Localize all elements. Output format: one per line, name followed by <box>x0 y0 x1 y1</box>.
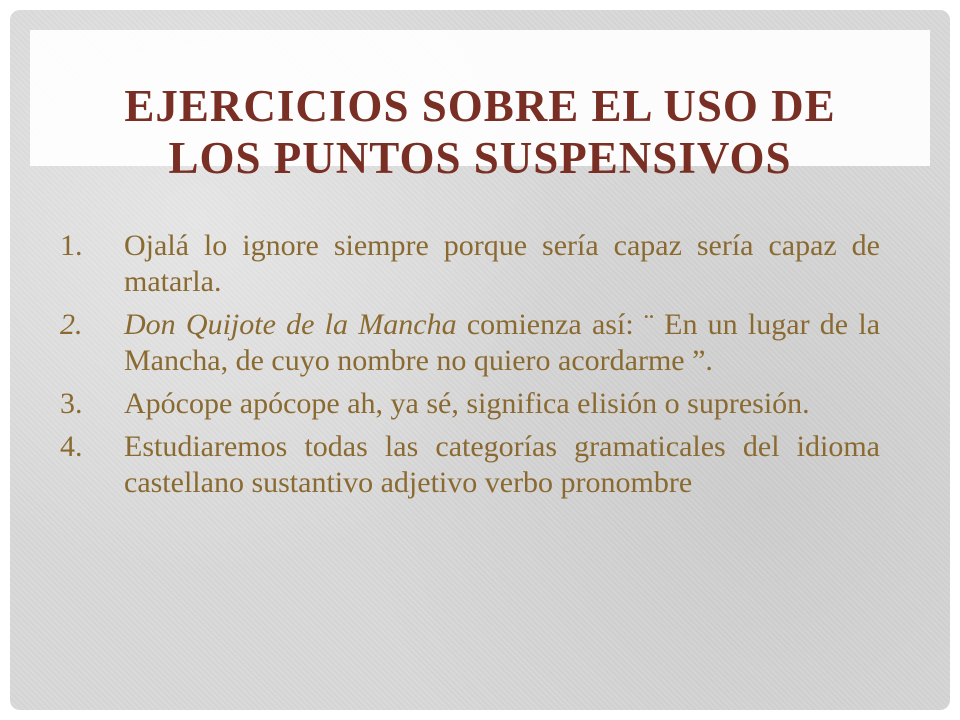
item-number: 4. <box>60 430 83 463</box>
slide-title <box>30 80 930 184</box>
list-item-2 <box>60 307 880 379</box>
list-item-4 <box>60 429 880 501</box>
item-number: 2. <box>60 308 83 341</box>
item-number: 1. <box>60 229 83 262</box>
item-text: Apócope apócope ah, ya sé, significa elisión o supresión. <box>124 387 810 420</box>
exercise-list <box>60 228 880 508</box>
item-italic-title: Don Quijote de la Mancha <box>124 308 457 341</box>
title-line-1: EJERCICIOS SOBRE EL USO DE <box>124 81 836 131</box>
item-number: 3. <box>60 387 83 420</box>
item-text: Ojalá lo ignore siempre porque sería capaz sería capaz de matarla. <box>124 229 880 298</box>
list-item-1 <box>60 228 880 300</box>
title-line-2: LOS PUNTOS SUSPENSIVOS <box>168 133 792 183</box>
list-item-3 <box>60 386 880 422</box>
item-text: comienza así: ¨ En un lugar de la Mancha, de cuyo nombre no quiero acordarme ”. <box>124 308 881 377</box>
slide <box>10 10 950 710</box>
item-text: Estudiaremos todas las categorías gramaticales del idioma castellano sustantivo adjetivo verbo pronombre <box>124 430 880 499</box>
